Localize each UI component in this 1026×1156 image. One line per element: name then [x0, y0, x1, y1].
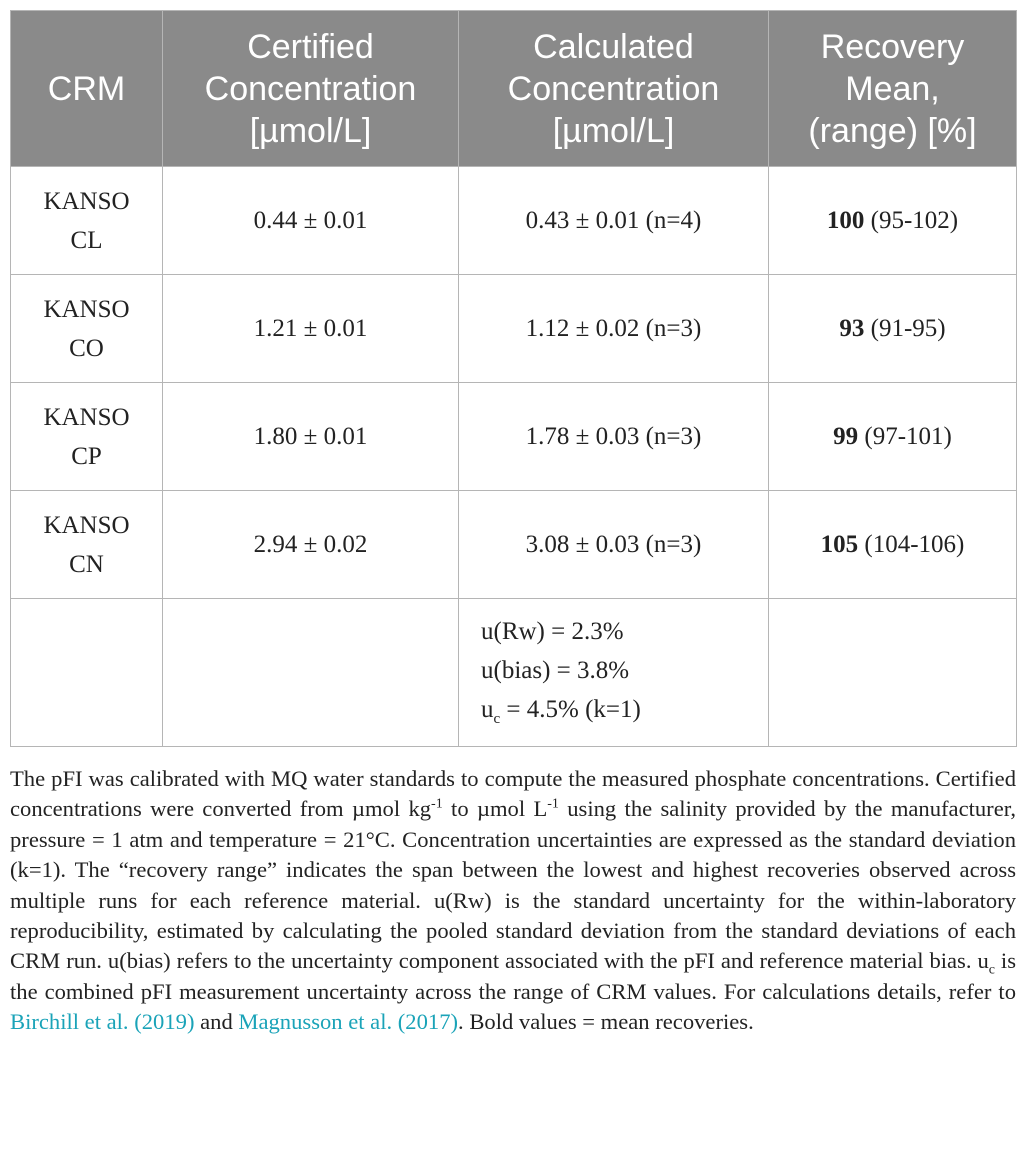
calculated-cell: 3.08 ± 0.03 (n=3) [459, 491, 769, 599]
certified-cell: 0.44 ± 0.01 [163, 167, 459, 275]
recovery-mean: 100 [826, 207, 865, 234]
u-rw: u(Rw) = 2.3% [481, 618, 624, 645]
crm-cell: KANSO CO [11, 275, 163, 383]
uncertainty-row [11, 599, 1017, 747]
empty-cell [11, 599, 163, 747]
certified-cell: 2.94 ± 0.02 [163, 491, 459, 599]
crm-recovery-table [10, 10, 1017, 747]
table-footnote: The pFI was calibrated with MQ water standards to compute the measured phosphate concentrations. Certified concentrations were converted from µmol $kg^{-1}$ to µmol $L^{-1}$ using the salinity provided by the manufacturer, pressure = 1 atm and temperature = 21°C. Concentration uncertainties are expressed as the standard deviation (k=1). The “recovery range” indicates the span between the lowest and highest recoveries observed across multiple runs for each reference material. u(Rw) is the standard uncertainty for the within-laboratory reproducibility, estimated by calculating the pooled standard deviation from the standard deviations of each CRM run. u(bias) refers to the uncertainty component associated with the pFI and reference material bias. $u_c$ is the combined pFI measurement uncertainty across the range of CRM values. For calculations details, refer to Birchill et al. (2019) and Magnusson et al. (2017). Bold values = mean recoveries. [10, 766, 1017, 1035]
table-row [11, 167, 1017, 275]
recovery-cell [769, 167, 1017, 275]
crm-cell: KANSO CN [11, 491, 163, 599]
citation-link-birchill[interactable]: Birchill et al. (2019) [10, 1009, 195, 1035]
recovery-mean: 93 [839, 315, 865, 342]
certified-cell: 1.21 ± 0.01 [163, 275, 459, 383]
table-row [11, 383, 1017, 491]
calculated-cell: 1.12 ± 0.02 (n=3) [459, 275, 769, 383]
u-bias: u(bias) = 3.8% [481, 657, 630, 684]
u-c: $u_c = 4.5\%$ (k=1) [481, 696, 641, 727]
header-crm: CRM [11, 11, 163, 167]
table-row [11, 491, 1017, 599]
recovery-cell [769, 383, 1017, 491]
recovery-range: (104-106) [858, 531, 965, 558]
header-recovery: Recovery Mean, (range) [%] [769, 11, 1017, 167]
recovery-mean: 105 [820, 531, 859, 558]
empty-cell [163, 599, 459, 747]
table-row [11, 275, 1017, 383]
header-certified-concentration: Certified Concentration [µmol/L] [163, 11, 459, 167]
recovery-cell [769, 491, 1017, 599]
header-row [11, 11, 1017, 167]
uncertainty-list [465, 606, 762, 739]
header-calculated-concentration: Calculated Concentration [µmol/L] [459, 11, 769, 167]
uncertainty-cell [459, 599, 769, 747]
calculated-cell: 0.43 ± 0.01 (n=4) [459, 167, 769, 275]
recovery-mean: 99 [833, 423, 859, 450]
certified-cell: 1.80 ± 0.01 [163, 383, 459, 491]
citation-link-magnusson[interactable]: Magnusson et al. (2017) [238, 1009, 459, 1035]
recovery-range: (91-95) [864, 315, 946, 342]
recovery-cell [769, 275, 1017, 383]
crm-cell: KANSO CL [11, 167, 163, 275]
crm-cell: KANSO CP [11, 383, 163, 491]
calculated-cell: 1.78 ± 0.03 (n=3) [459, 383, 769, 491]
recovery-range: (95-102) [864, 207, 959, 234]
recovery-range: (97-101) [858, 423, 952, 450]
empty-cell [769, 599, 1017, 747]
